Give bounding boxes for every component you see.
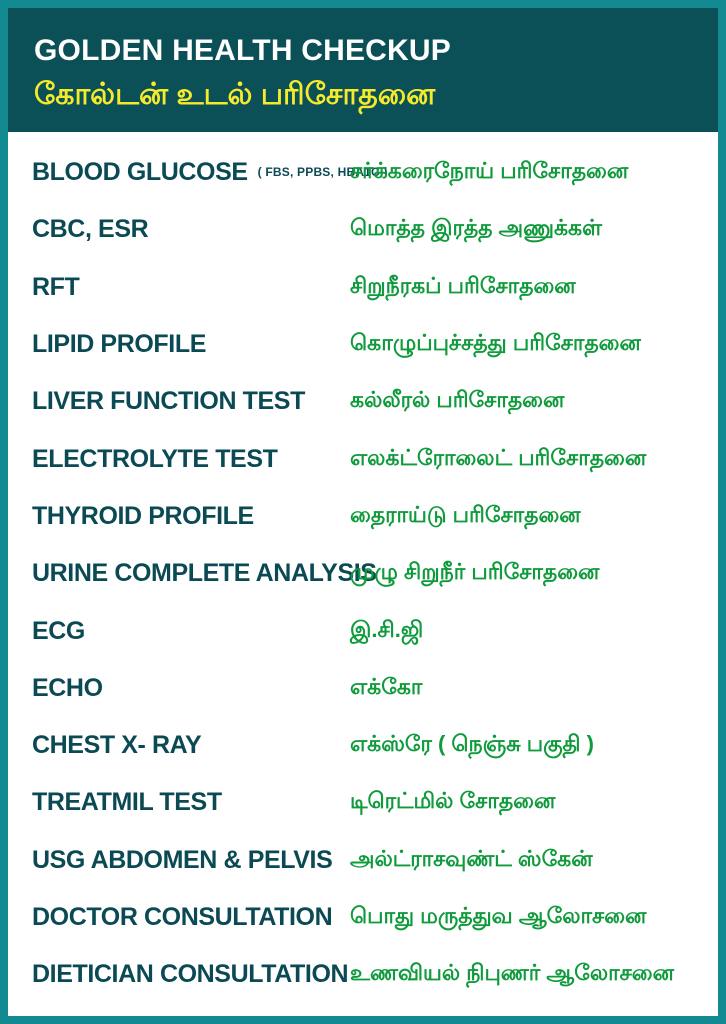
- test-name-english: THYROID PROFILE: [32, 501, 254, 530]
- test-name-english: BLOOD GLUCOSE ( FBS, PPBS, HBA1C ): [32, 158, 388, 187]
- test-name-english: LIVER FUNCTION TEST: [32, 387, 305, 416]
- test-name-english: DOCTOR CONSULTATION: [32, 903, 333, 931]
- test-name-english: CBC, ESR: [32, 215, 149, 244]
- test-row: [8, 201, 718, 258]
- test-name-tamil: கல்லீரல் பரிசோதனை: [350, 387, 565, 413]
- test-name-english: TREATMIL TEST: [32, 788, 222, 817]
- test-name-english: ECHO: [32, 673, 103, 702]
- test-note: ( FBS, PPBS, HBA1C ): [257, 164, 388, 179]
- test-name-english: USG ABDOMEN & PELVIS: [32, 845, 333, 874]
- test-row: [8, 144, 718, 201]
- test-name-tamil: அல்ட்ராசவுண்ட் ஸ்கேன்: [350, 845, 593, 871]
- test-row: [8, 889, 718, 946]
- test-row: [8, 373, 718, 430]
- test-name-english: RFT: [32, 272, 80, 301]
- test-row: [8, 832, 718, 889]
- test-name-tamil: கொழுப்புச்சத்து பரிசோதனை: [350, 330, 641, 356]
- test-name-tamil: எக்ஸ்ரே ( நெஞ்சு பகுதி ): [350, 731, 594, 757]
- test-row: [8, 259, 718, 316]
- test-name-english: LIPID PROFILE: [32, 330, 206, 359]
- test-row: [8, 602, 718, 659]
- test-name-english: ELECTROLYTE TEST: [32, 444, 278, 473]
- test-name-tamil: உணவியல் நிபுணர் ஆலோசனை: [350, 960, 674, 986]
- test-list: [8, 132, 718, 1008]
- test-row: [8, 660, 718, 717]
- test-name-tamil: டிரெட்மில் சோதனை: [350, 788, 556, 814]
- title-english: GOLDEN HEALTH CHECKUP: [34, 34, 451, 67]
- test-name-tamil: தைராய்டு பரிசோதனை: [350, 501, 581, 527]
- test-name-tamil: சர்க்கரைநோய் பரிசோதனை: [350, 158, 629, 184]
- test-row: [8, 488, 718, 545]
- test-name-tamil: மொத்த இரத்த அணுக்கள்: [350, 215, 602, 241]
- test-row: [8, 316, 718, 373]
- test-name-english: URINE COMPLETE ANALYSIS: [32, 559, 377, 588]
- test-row: [8, 430, 718, 487]
- checkup-card: [8, 8, 718, 1016]
- test-name-tamil: பொது மருத்துவ ஆலோசனை: [350, 903, 647, 928]
- test-name-tamil: எலக்ட்ரோலைட் பரிசோதனை: [350, 444, 647, 470]
- test-name-tamil: எக்கோ: [350, 673, 423, 699]
- test-name-english: DIETICIAN CONSULTATION: [32, 960, 349, 989]
- test-row: [8, 946, 718, 1003]
- test-row: [8, 774, 718, 831]
- test-name-tamil: சிறுநீரகப் பரிசோதனை: [350, 272, 576, 298]
- title-tamil: கோல்டன் உடல் பரிசோதனை: [34, 78, 436, 111]
- test-row: [8, 717, 718, 774]
- test-name-tamil: இ.சி.ஜி: [350, 616, 424, 642]
- test-name-english: CHEST X- RAY: [32, 731, 202, 760]
- header-banner: [8, 8, 718, 132]
- test-row: [8, 545, 718, 602]
- test-name-tamil: முழு சிறுநீர் பரிசோதனை: [350, 559, 600, 585]
- test-name-english: ECG: [32, 616, 85, 645]
